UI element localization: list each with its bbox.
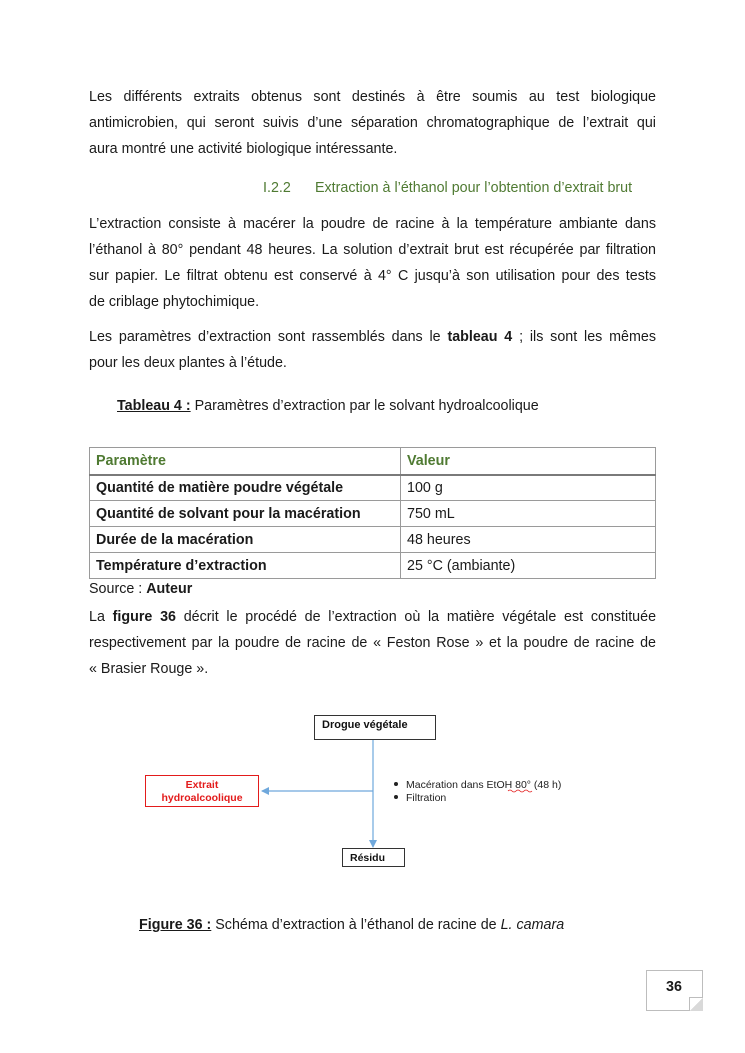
intro-line-3: aura montré une activité biologique intéressante. bbox=[89, 141, 398, 157]
extrait-label-line-1: Extrait bbox=[185, 779, 219, 791]
step-maceration: Macération dans EtOH 80° (48 h) bbox=[406, 779, 562, 791]
params-line-2: pour les deux plantes à l’étude. bbox=[89, 355, 287, 371]
extrait-label-line-2: hydroalcoolique bbox=[161, 792, 243, 804]
source-value: Auteur bbox=[146, 581, 193, 597]
extraction-line-1: L’extraction consiste à macérer la poudre de racine à la température ambiante dans bbox=[89, 216, 656, 232]
section-number: I.2.2 bbox=[263, 180, 291, 196]
param-cell: Quantité de matière poudre végétale bbox=[90, 475, 401, 501]
intro-line-1: Les différents extraits obtenus sont destinés à être soumis au test biologique bbox=[89, 89, 656, 105]
figure-caption-species: L. camara bbox=[500, 917, 565, 933]
extraction-line-2: l’éthanol à 80° pendant 48 heures. La solution d’extrait brut est récupérée par filtration bbox=[89, 242, 656, 258]
table-caption-text: Paramètres d’extraction par le solvant hydroalcoolique bbox=[190, 398, 539, 414]
bullet-icon bbox=[394, 782, 398, 786]
drogue-vegetale-label: Drogue végétale bbox=[322, 719, 408, 731]
intro-line-2: antimicrobien, qui seront suivis d’une séparation chromatographique de l’extrait qui bbox=[89, 115, 656, 131]
param-cell: Température d’extraction bbox=[90, 553, 401, 579]
section-title: Extraction à l’éthanol pour l’obtention d’extrait brut bbox=[315, 180, 633, 196]
figure-caption bbox=[139, 917, 564, 933]
source-label: Source : bbox=[89, 581, 147, 597]
param-cell: Quantité de solvant pour la macération bbox=[90, 501, 401, 527]
params-text-after: ; ils sont les mêmes bbox=[512, 329, 656, 345]
page-number bbox=[646, 970, 703, 1011]
figure-text-before: La bbox=[89, 609, 113, 625]
residu-label: Résidu bbox=[350, 852, 386, 864]
extraction-line-4: de criblage phytochimique. bbox=[89, 294, 260, 310]
value-cell: 48 heures bbox=[401, 527, 656, 553]
page-number-edge-right bbox=[702, 971, 703, 999]
page-curl-icon bbox=[689, 997, 703, 1011]
extraction-line-3: sur papier. Le filtrat obtenu est conservé à 4° C jusqu’à son utilisation pour des tests bbox=[89, 268, 656, 284]
step-filtration: Filtration bbox=[406, 792, 447, 804]
value-cell: 25 °C (ambiante) bbox=[401, 553, 656, 579]
figure-caption-label: Figure 36 : bbox=[139, 917, 212, 933]
figure-line-3: « Brasier Rouge ». bbox=[89, 661, 209, 677]
figure-text-after: décrit le procédé de l’extraction où la matière végétale est constituée bbox=[176, 609, 657, 625]
page-number-text: 36 bbox=[666, 979, 682, 995]
params-text-before: Les paramètres d’extraction sont rassemblés dans le bbox=[89, 329, 448, 345]
table-reference: tableau 4 bbox=[447, 329, 513, 345]
table-caption-label: Tableau 4 : bbox=[117, 398, 191, 414]
value-cell: 100 g bbox=[401, 475, 656, 501]
value-cell: 750 mL bbox=[401, 501, 656, 527]
page-number-edge-bottom bbox=[647, 1010, 691, 1011]
figure-reference: figure 36 bbox=[112, 609, 176, 625]
figure-caption-text: Schéma d’extraction à l’éthanol de racine de bbox=[211, 917, 501, 933]
bullet-icon bbox=[394, 795, 398, 799]
param-cell: Durée de la macération bbox=[90, 527, 401, 553]
header-parametre: Paramètre bbox=[90, 448, 401, 475]
figure-line-2: respectivement par la poudre de racine de « Feston Rose » et la poudre de racine de bbox=[89, 635, 656, 651]
header-valeur: Valeur bbox=[401, 448, 656, 475]
